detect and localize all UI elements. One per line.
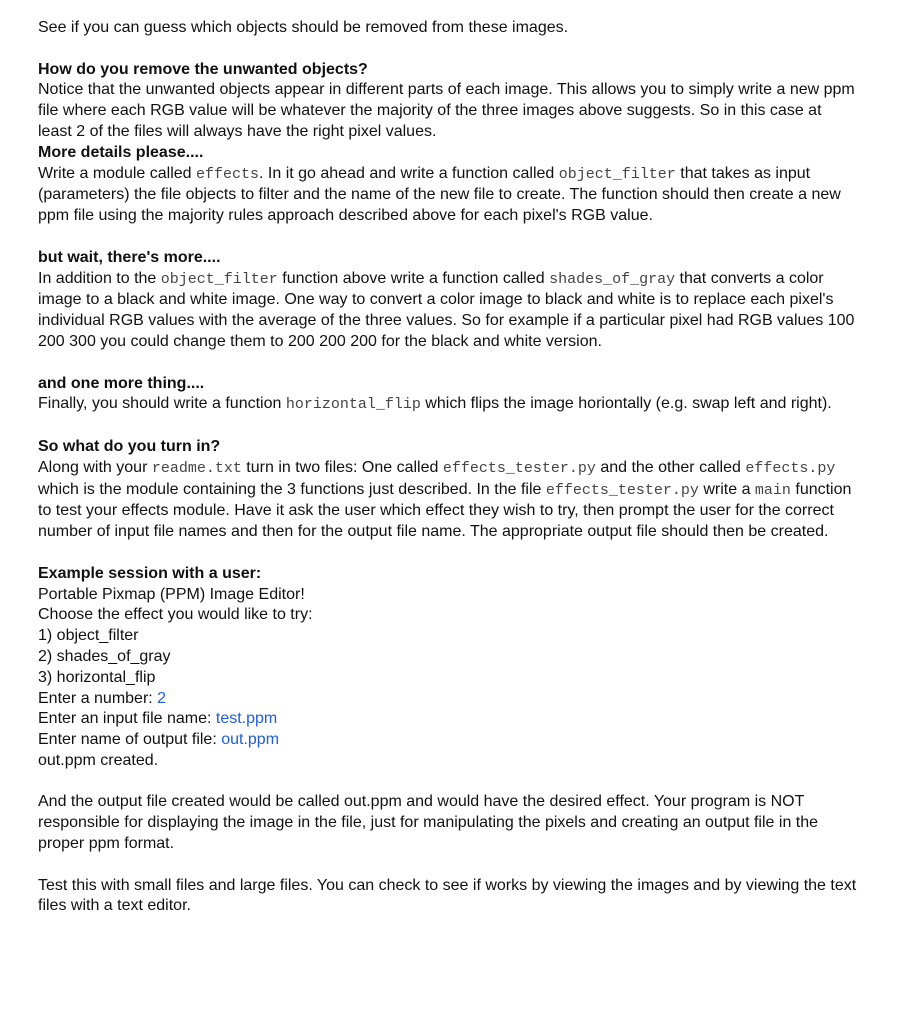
module-name-code: effects [196,165,260,183]
example-line: Portable Pixmap (PPM) Image Editor! [38,585,305,603]
file-name-code: readme.txt [151,459,242,477]
example-option: 3) horizontal_flip [38,668,156,686]
remove-body: Notice that the unwanted objects appear in different parts of each image. This allows you to simply write a new ppm file where each RGB value will be whatever the majority of the three images above suggests. So in this case at least 2 of the files will always have the right pixel values. [38,81,855,140]
function-name-code: object_filter [558,165,676,183]
intro-text: See if you can guess which objects should be removed from these images. [38,19,569,36]
file-name-code: effects_tester.py [442,459,596,477]
remove-heading: How do you remove the unwanted objects? [38,60,368,78]
user-input-value: 2 [157,689,167,707]
wait-body: In addition to the object_filter function above write a function called shades_of_gray that converts a color image to a black and white image. One way to convert a color image to black and white is to replace each pixel's individual RGB values with the average of the three values. So for example if a particular pixel had RGB values 100 200 300 you could change them to 200 200 200 for the black and white version. [38,269,855,350]
user-input-value: test.ppm [215,710,278,728]
example-line: Choose the effect you would like to try: [38,606,313,624]
function-name-code: horizontal_flip [285,396,421,414]
example-option: 2) shades_of_gray [38,647,171,665]
example-prompt: Enter an input file name: test.ppm [38,710,278,728]
example-result: out.ppm created. [38,751,159,769]
closing-text: And the output file created would be called out.ppm and would have the desired effect. Your program is NOT responsible for displaying the image in the file, just for manipulating the pixels and creating an output file in the proper ppm format. [38,793,819,853]
file-name-code: effects.py [745,459,836,477]
function-name-code: shades_of_gray [549,270,676,288]
turnin-body: Along with your readme.txt turn in two files: One called effects_tester.py and the other called effects.py which is the module containing the 3 functions just described. In the file effects_tester.py write a main function to test your effects module. Have it ask the user which effect they wish to try, then prompt the user for the correct number of input file names and then for the output file name. The appropriate output file should then be created. [38,458,852,541]
assignment-document [38,18,858,917]
example-option: 1) object_filter [38,627,139,645]
turnin-heading: So what do you turn in? [38,437,221,455]
function-name-code: object_filter [160,270,278,288]
example-heading: Example session with a user: [38,564,262,582]
details-heading: More details please.... [38,143,204,161]
example-prompt: Enter name of output file: out.ppm [38,731,280,749]
wait-heading: but wait, there's more.... [38,248,221,266]
example-prompt: Enter a number: 2 [38,689,167,707]
file-name-code: effects_tester.py [545,481,699,499]
testing-text: Test this with small files and large files. You can check to see if works by viewing the images and by viewing the text files with a text editor. [38,876,857,915]
more-body: Finally, you should write a function horizontal_flip which flips the image horiontally (e.g. swap left and right). [38,395,832,414]
user-input-value: out.ppm [221,731,280,749]
function-name-code: main [754,481,791,499]
more-heading: and one more thing.... [38,374,205,392]
details-body: Write a module called effects. In it go ahead and write a function called object_filter that takes as input (parameters) the file objects to filter and the name of the new file to create. The function should then create a new ppm file using the majority rules approach described above for each pixel's RGB value. [38,164,841,225]
